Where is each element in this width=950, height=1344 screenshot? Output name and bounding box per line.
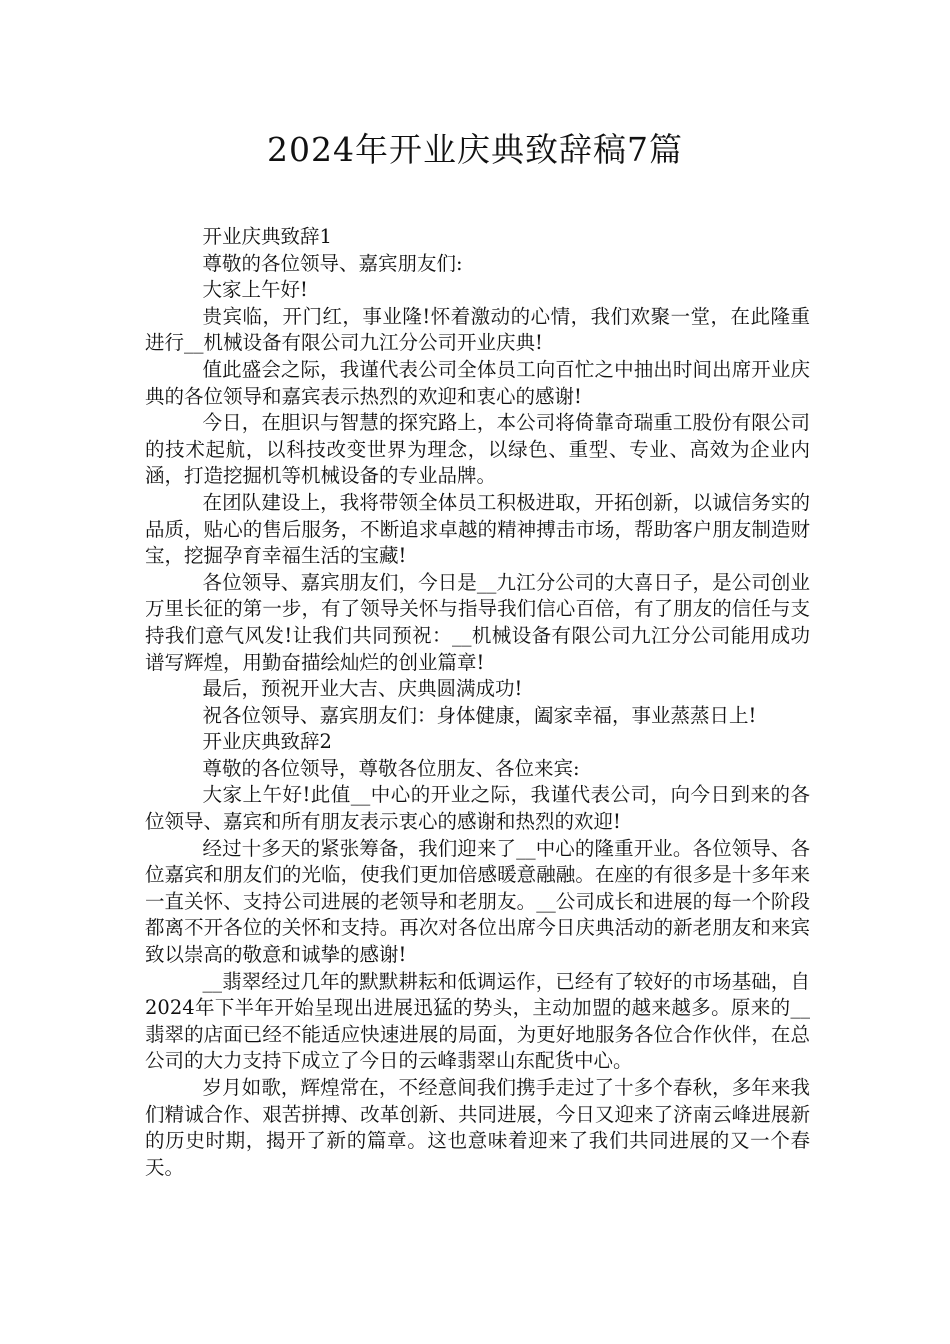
paragraph: 经过十多天的紧张筹备，我们迎来了__中心的隆重开业。各位领导、各位嘉宾和朋友们的光临，使我们更加倍感暖意融融。在座的有很多是十多年来一直关怀、支持公司进展的老领导和老朋友。__公司成长和进展的每一个阶段都离不开各位的关怀和支持。再次对各位出席今日庆典活动的新老朋友和来宾致以崇高的敬意和诚挚的感谢! (145, 836, 810, 967)
greeting: 大家上午好! (202, 278, 308, 302)
section-heading: 开业庆典致辞2 (202, 730, 332, 754)
salutation: 尊敬的各位领导，尊敬各位朋友、各位来宾: (202, 756, 580, 780)
salutation: 尊敬的各位领导、嘉宾朋友们: (202, 251, 463, 275)
document-body (145, 224, 810, 1181)
paragraph: __翡翠经过几年的默默耕耘和低调运作，已经有了较好的市场基础，自2024年下半年开始呈现出进展迅猛的势头，主动加盟的越来越多。原来的__翡翠的店面已经不能适应快速进展的局面，为更好地服务各位合作伙伴，在总公司的大力支持下成立了今日的云峰翡翠山东配货中心。 (145, 969, 810, 1073)
paragraph: 大家上午好!此值__中心的开业之际，我谨代表公司，向今日到来的各位领导、嘉宾和所有朋友表示衷心的感谢和热烈的欢迎! (145, 783, 810, 834)
document-title: 2024年开业庆典致辞稿7篇 (267, 130, 683, 169)
paragraph: 在团队建设上，我将带领全体员工积极进取，开拓创新，以诚信务实的品质，贴心的售后服务，不断追求卓越的精神搏击市场，帮助客户朋友制造财宝，挖掘孕育幸福生活的宝藏! (145, 490, 810, 568)
paragraph: 贵宾临，开门红，事业隆!怀着激动的心情，我们欢聚一堂，在此隆重进行__机械设备有限公司九江分公司开业庆典! (145, 304, 810, 355)
paragraph: 祝各位领导、嘉宾朋友们：身体健康，阖家幸福，事业蒸蒸日上! (202, 703, 757, 727)
paragraph: 值此盛会之际，我谨代表公司全体员工向百忙之中抽出时间出席开业庆典的各位领导和嘉宾表示热烈的欢迎和衷心的感谢! (145, 357, 810, 408)
paragraph: 最后，预祝开业大吉、庆典圆满成功! (202, 677, 523, 701)
section-heading: 开业庆典致辞1 (202, 225, 332, 248)
paragraph: 岁月如歌，辉煌常在，不经意间我们携手走过了十多个春秋，多年来我们精诚合作、艰苦拼搏、改革创新、共同进展，今日又迎来了济南云峰进展新的历史时期，揭开了新的篇章。这也意味着迎来了我们共同进展的又一个春天。 (145, 1076, 810, 1179)
paragraph: 今日，在胆识与智慧的探究路上，本公司将倚靠奇瑞重工股份有限公司的技术起航，以科技改变世界为理念，以绿色、重型、专业、高效为企业内涵，打造挖掘机等机械设备的专业品牌。 (145, 411, 810, 488)
paragraph: 各位领导、嘉宾朋友们，今日是__九江分公司的大喜日子，是公司创业万里长征的第一步，有了领导关怀与指导我们信心百倍，有了朋友的信任与支持我们意气风发!让我们共同预祝：__机械设备有限公司九江分公司能用成功谱写辉煌，用勤奋描绘灿烂的创业篇章! (145, 570, 810, 674)
